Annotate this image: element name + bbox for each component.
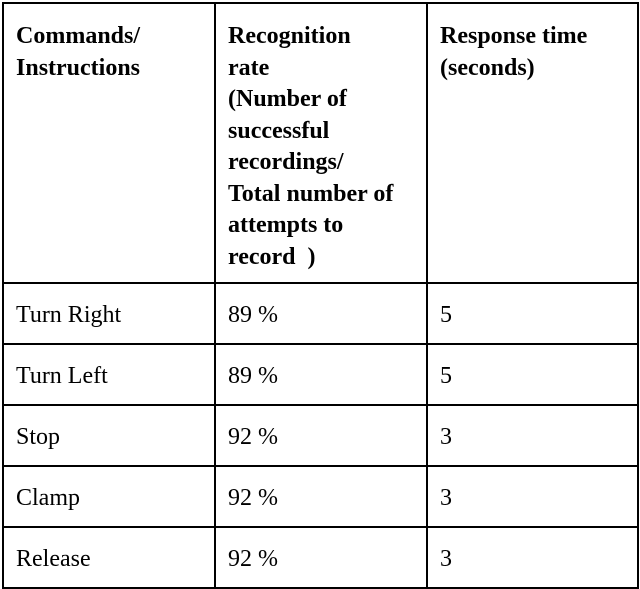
header-line: attempts to bbox=[228, 212, 344, 238]
cell-command: Release bbox=[3, 527, 215, 588]
table-row bbox=[3, 527, 638, 588]
header-line: successful bbox=[228, 117, 330, 144]
cell-recognition-rate: 89 % bbox=[215, 283, 427, 344]
header-line: (seconds) bbox=[440, 54, 535, 81]
cell-recognition-rate: 92 % bbox=[215, 527, 427, 588]
header-line: rate bbox=[228, 54, 270, 81]
results-table bbox=[2, 2, 639, 589]
header-recognition-rate bbox=[215, 3, 427, 283]
header-response-time bbox=[427, 3, 638, 283]
cell-recognition-rate: 89 % bbox=[215, 344, 427, 405]
table-row bbox=[3, 283, 638, 344]
header-line: (Number of bbox=[228, 86, 347, 112]
header-line: Total number of bbox=[228, 180, 394, 207]
cell-response-time: 5 bbox=[427, 283, 638, 344]
cell-command: Turn Right bbox=[3, 283, 215, 344]
cell-response-time: 3 bbox=[427, 466, 638, 527]
header-line: Recognition bbox=[228, 23, 351, 49]
table-row bbox=[3, 344, 638, 405]
cell-response-time: 3 bbox=[427, 527, 638, 588]
header-line: Response time bbox=[440, 23, 588, 49]
header-commands bbox=[3, 3, 215, 283]
cell-command: Clamp bbox=[3, 466, 215, 527]
header-line: recordings/ bbox=[228, 149, 344, 175]
cell-command: Turn Left bbox=[3, 344, 215, 405]
table-row bbox=[3, 466, 638, 527]
cell-recognition-rate: 92 % bbox=[215, 405, 427, 466]
cell-command: Stop bbox=[3, 405, 215, 466]
table-header-row bbox=[3, 3, 638, 283]
header-line: Instructions bbox=[16, 54, 141, 81]
table-row bbox=[3, 405, 638, 466]
header-line: Commands/ bbox=[16, 23, 141, 49]
header-line: record ) bbox=[228, 243, 316, 270]
cell-recognition-rate: 92 % bbox=[215, 466, 427, 527]
cell-response-time: 3 bbox=[427, 405, 638, 466]
cell-response-time: 5 bbox=[427, 344, 638, 405]
